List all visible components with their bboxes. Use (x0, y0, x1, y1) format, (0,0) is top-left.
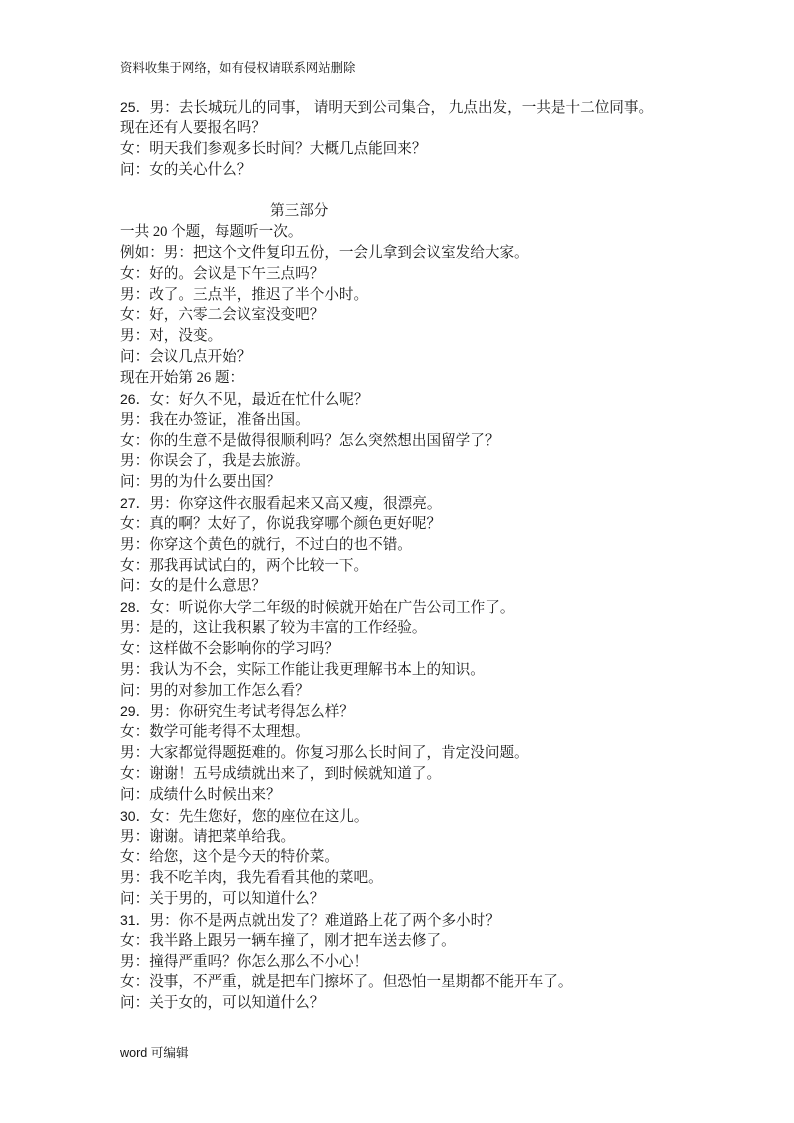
question-26-line-4: 男：你误会了，我是去旅游。 (120, 453, 310, 470)
dialogue-text: 女：先生您好，您的座位在这儿。 (149, 808, 369, 825)
blank-line (120, 180, 740, 201)
question-27-line-3: 男：你穿这个黄色的就行，不过白的也不错。 (120, 536, 412, 553)
question-number: 29． (120, 703, 150, 720)
question-31-line-2: 女：我半路上跟另一辆车撞了，刚才把车送去修了。 (120, 932, 456, 949)
question-28-line-4: 男：我认为不会，实际工作能让我更理解书本上的知识。 (120, 661, 485, 678)
question-27-line-4: 女：那我再试试白的，两个比较一下。 (120, 557, 369, 574)
question-29-line-5: 问：成绩什么时候出来？ (120, 786, 281, 803)
question-30-line-1 (120, 806, 740, 827)
question-27-line-5: 问：女的是什么意思？ (120, 578, 266, 595)
dialogue-text: 女：听说你大学二年级的时候就开始在广告公司工作了。 (149, 600, 515, 617)
question-29-line-4: 女：谢谢！五号成绩就出来了，到时候就知道了。 (120, 766, 442, 782)
page-header-note: 资料收集于网络，如有侵权请联系网站删除 (120, 61, 356, 75)
question-30-line-2: 男：谢谢。请把菜单给我。 (120, 828, 296, 845)
question-25-line-4: 问：女的关心什么？ (120, 161, 252, 178)
question-25-line-1 (120, 97, 740, 118)
question-31-line-4: 女：没事，不严重，就是把车门擦坏了。但恐怕一星期都不能开车了。 (120, 974, 573, 991)
question-26-line-2: 男：我在办签证，准备出国。 (120, 411, 310, 428)
question-28-line-3: 女：这样做不会影响你的学习吗？ (120, 640, 339, 657)
question-28-line-2: 男：是的，这让我积累了较为丰富的工作经验。 (120, 620, 427, 637)
question-number: 26． (120, 390, 150, 407)
question-27-line-1 (120, 493, 740, 514)
question-26-line-5: 问：男的为什么要出国？ (120, 474, 281, 491)
question-27-line-2: 女：真的啊？太好了，你说我穿哪个颜色更好呢？ (120, 515, 442, 532)
example-line-1: 例如：男：把这个文件复印五份，一会儿拿到会议室发给大家。 (120, 244, 529, 261)
question-28-line-1 (120, 597, 740, 618)
example-line-3: 男：改了。三点半，推迟了半个小时。 (120, 286, 369, 303)
question-30-line-5: 问：关于男的，可以知道什么？ (120, 891, 325, 908)
example-line-4: 女：好，六零二会议室没变吧？ (120, 307, 325, 324)
question-30-line-3: 女：给您，这个是今天的特价菜。 (120, 849, 339, 866)
question-31-line-1 (120, 910, 740, 931)
question-26-line-1 (120, 389, 740, 410)
question-number: 30． (120, 807, 150, 824)
question-29-line-2: 女：数学可能考得不太理想。 (120, 724, 310, 741)
dialogue-text: 女：好久不见，最近在忙什么呢？ (149, 391, 369, 408)
question-25-line-2: 现在还有人要报名吗？ (120, 119, 266, 136)
example-line-6: 问：会议几点开始？ (120, 349, 252, 366)
dialogue-text: 男：你穿这件衣服看起来又高又瘦，很漂亮。 (149, 496, 442, 513)
dialogue-text: 男：你研究生考试考得怎么样？ (149, 704, 354, 721)
example-line-2: 女：好的。会议是下午三点吗？ (120, 265, 325, 282)
example-line-5: 男：对，没变。 (120, 328, 223, 345)
section-title: 第三部分 (270, 203, 329, 220)
dialogue-text: 男：去长城玩儿的同事， 请明天到公司集合， 九点出发，一共是十二位同事。 (149, 100, 654, 116)
question-29-line-1 (120, 701, 740, 722)
section-instruction: 一共 20 个题，每题听一次。 (120, 224, 303, 241)
question-25-line-3: 女：明天我们参观多长时间？大概几点能回来？ (120, 140, 427, 157)
question-31-line-5: 问：关于女的，可以知道什么？ (120, 995, 325, 1012)
question-number: 25． (120, 99, 150, 115)
question-number: 28． (120, 599, 150, 616)
question-29-line-3: 男：大家都觉得题挺难的。你复习那么长时间了，肯定没问题。 (120, 745, 529, 762)
dialogue-text: 男：你不是两点就出发了？难道路上花了两个多小时？ (149, 912, 500, 929)
question-28-line-5: 问：男的对参加工作怎么看？ (120, 682, 310, 699)
question-30-line-4: 男：我不吃羊肉，我先看看其他的菜吧。 (120, 870, 383, 887)
question-26-line-3: 女：你的生意不是做得很顺利吗？怎么突然想出国留学了？ (120, 432, 500, 449)
question-31-line-3: 男：撞得严重吗？你怎么那么不小心！ (120, 953, 369, 970)
document-body (120, 97, 740, 1014)
start-prompt: 现在开始第 26 题： (120, 369, 245, 386)
page-footer-note: word 可编辑 (120, 1046, 189, 1060)
question-number: 31． (120, 911, 150, 928)
question-number: 27． (120, 495, 150, 512)
